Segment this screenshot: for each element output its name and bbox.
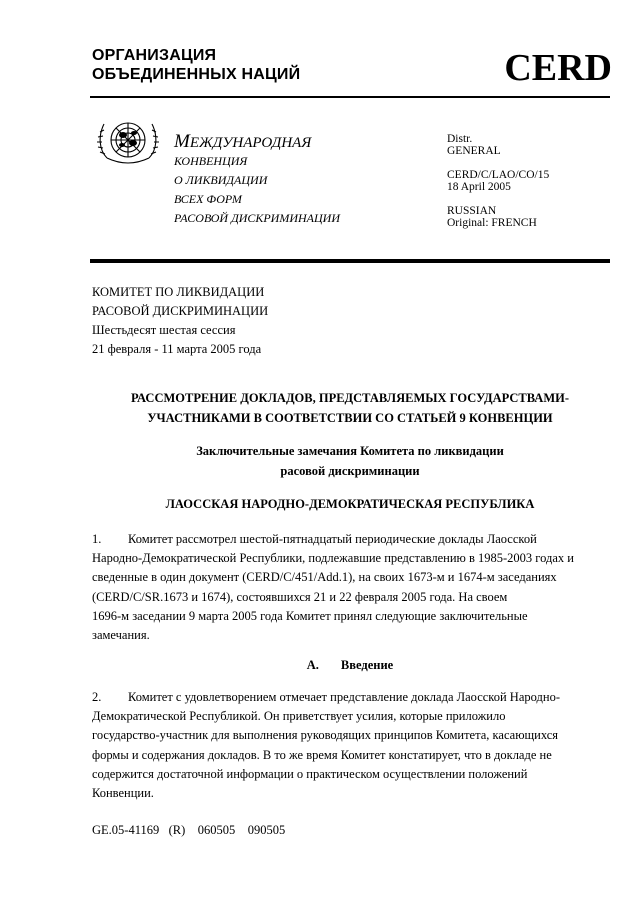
distr-general: GENERAL [447, 145, 501, 157]
title-line2: УЧАСТНИКАМИ В СООТВЕТСТВИИ СО СТАТЬЕЙ 9 КОНВЕНЦИИ [147, 411, 553, 425]
document-language: RUSSIAN [447, 205, 497, 217]
paragraph-text: Комитет рассмотрел шестой-пятнадцатый периодические доклады Лаосской [128, 532, 537, 546]
document-title [90, 388, 610, 428]
convention-initial: М [174, 131, 190, 152]
session-dates: 21 февраля - 11 марта 2005 года [92, 342, 262, 356]
section-a-heading [90, 655, 610, 675]
paragraph-1 [92, 530, 602, 645]
document-symbol: CERD/C/LAO/CO/15 [447, 169, 550, 181]
section-title: Введение [340, 658, 394, 672]
paragraph-2-line: государство-участник для выполнения руководящих принципов Комитета, касающихся [92, 728, 559, 743]
organization-name [92, 46, 300, 84]
convention-line4: ВСЕХ ФОРМ [174, 192, 242, 206]
subtitle-line1: Заключительные замечания Комитета по ликвидации [196, 444, 504, 458]
country-heading: ЛАОССКАЯ НАРОДНО-ДЕМОКРАТИЧЕСКАЯ РЕСПУБЛИКА [165, 497, 535, 511]
convention-line1 [174, 133, 340, 152]
session-name: Шестьдесят шестая сессия [92, 323, 236, 337]
distr-label: Distr. [447, 133, 473, 145]
document-subtitle [90, 441, 610, 481]
paragraph-1-line: замечания. [92, 628, 150, 643]
committee-block [92, 283, 268, 359]
paragraph-1-line: Народно-Демократической Республики, подлежавшие представлению в 1985-2003 годах и [92, 551, 574, 566]
convention-line3: О ЛИКВИДАЦИИ [174, 173, 268, 187]
section-letter: A. [306, 658, 319, 672]
convention-line2: КОНВЕНЦИЯ [174, 154, 248, 168]
paragraph-1-line: сведенные в один документ (CERD/C/451/Add.1), на своих 1673-м и 1674-м заседаниях [92, 570, 557, 585]
distr-gap [447, 157, 549, 169]
paragraph-1-line: (CERD/C/SR.1673 и 1674), состоявшихся 21 и 22 февраля 2005 года. На своем [92, 589, 508, 604]
committee-line2: РАСОВОЙ ДИСКРИМИНАЦИИ [92, 304, 269, 318]
paragraph-2 [92, 688, 602, 803]
committee-line1: КОМИТЕТ ПО ЛИКВИДАЦИИ [92, 285, 265, 299]
un-emblem-icon [93, 110, 163, 172]
paragraph-2-line: Конвенции. [92, 786, 154, 801]
paragraph-2-line: формы и содержания докладов. В то же время Комитет констатирует, что в докладе не [92, 747, 552, 762]
header-thick-divider [90, 259, 610, 263]
org-name-line1: ОРГАНИЗАЦИЯ [92, 47, 217, 64]
document-date: 18 April 2005 [447, 181, 511, 193]
paragraph-1-line [92, 530, 602, 549]
paragraph-text: Комитет с удовлетворением отмечает представление доклада Лаосской Народно- [128, 690, 560, 704]
convention-line5: РАСОВОЙ ДИСКРИМИНАЦИИ [174, 211, 341, 225]
paragraph-1-line: 1696-м заседании 9 марта 2005 года Комитет принял следующие заключительные [92, 608, 528, 623]
header-divider [90, 96, 610, 98]
original-language: Original: FRENCH [447, 217, 537, 229]
distr-gap-2 [447, 193, 549, 205]
title-line1: РАССМОТРЕНИЕ ДОКЛАДОВ, ПРЕДСТАВЛЯЕМЫХ ГОСУДАРСТВАМИ- [130, 391, 570, 405]
cerd-title: CERD [504, 47, 612, 89]
paragraph-2-line: содержится достаточной информации о практическом осуществлении положений [92, 766, 528, 781]
paragraph-number: 1. [92, 532, 102, 546]
document-footer-code: GE.05-41169 (R) 060505 090505 [92, 823, 286, 837]
paragraph-2-line: Демократической Республикой. Он приветствует усилия, которые приложило [92, 709, 506, 724]
subtitle-line2: расовой дискриминации [280, 464, 420, 478]
org-name-line2: ОБЪЕДИНЕННЫХ НАЦИЙ [92, 66, 301, 83]
distribution-block [447, 133, 549, 229]
paragraph-2-line [92, 688, 602, 707]
convention-line1-rest: ЕЖДУНАРОДНАЯ [189, 135, 312, 151]
convention-title [174, 133, 340, 228]
paragraph-number: 2. [92, 690, 102, 704]
